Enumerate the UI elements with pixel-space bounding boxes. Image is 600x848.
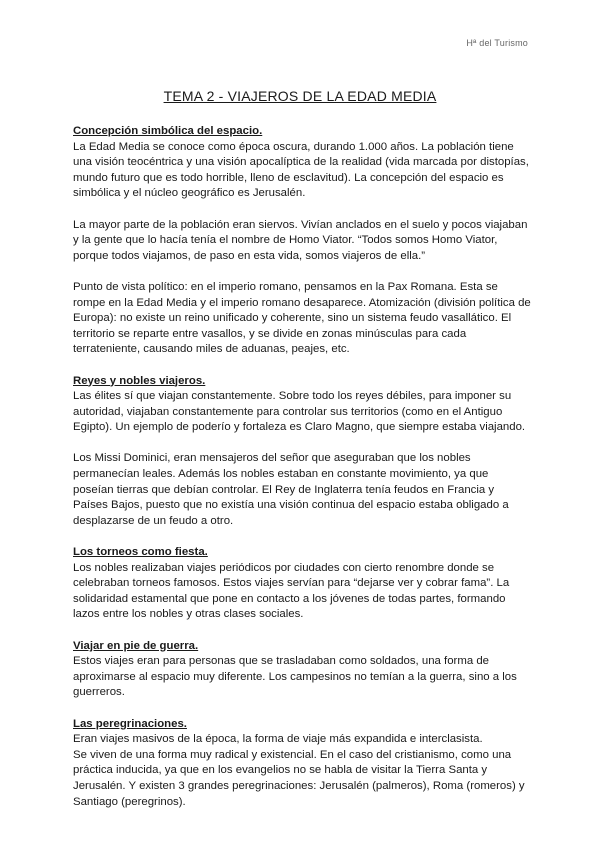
document-body: [73, 124, 531, 826]
section-guerra: [73, 639, 531, 701]
section-torneos: [73, 545, 531, 623]
paragraph: La mayor parte de la población eran siervos. Vivían anclados en el suelo y pocos viajaban y la gente que lo hacía tenía el nombre de Homo Viator. “Todos somos Homo Viator, porque todos viajamos, de paso en esta vida, somos viajeros de ella.”: [73, 218, 528, 262]
section-concepcion: [73, 124, 531, 358]
document-title: TEMA 2 - VIAJEROS DE LA EDAD MEDIA: [163, 88, 437, 104]
paragraph: Las élites sí que viajan constantemente. Sobre todo los reyes débiles, para imponer su autoridad, viajaban constantemente para controlar sus territorios (como en el Antiguo Egipto). Un ejemplo de poderío y fortaleza es Claro Magno, que siempre estaba viajando.: [73, 390, 526, 434]
paragraph: Eran viajes masivos de la época, la forma de viaje más expandida e interclasista. Se viven de una forma muy radical y existencial. En el caso del cristianismo, como una práctica inducida, ya que en los evangelios no se habla de visitar la Tierra Santa y Jerusalén. Y existen 3 grandes peregrinaciones: Jerusalén (palmeros), Roma (romeros) y Santiago (peregrinos).: [73, 733, 525, 808]
section-heading: Los torneos como fiesta.: [73, 546, 208, 559]
section-heading: Concepción simbólica del espacio.: [73, 125, 263, 137]
paragraph: Punto de vista político: en el imperio romano, pensamos en la Pax Romana. Esta se rompe en la Edad Media y el imperio romano desaparece. Atomización (división política de Europa): no existe un reino unificado y coherente, sino un sistema feudo vasallático. El territorio se reparte entre vasallos, y se divide en zonas minúsculas para cada terrateniente, causando miles de aduanas, peajes, etc.: [73, 280, 531, 356]
section-heading: Viajar en pie de guerra.: [73, 639, 199, 652]
section-peregrinaciones: [73, 717, 531, 811]
section-reyes-nobles: [73, 374, 531, 530]
paragraph: Los Missi Dominici, eran mensajeros del señor que aseguraban que los nobles permanecían leales. Además los nobles estaban en constante movimiento, ya que poseían tierras que debían controlar. El Rey de Inglaterra tenía feudos en Francia y Países Bajos, puesto que no existía una visión continua del espacio estaba obligado a desplazarse de un feudo a otro.: [73, 452, 509, 527]
section-heading: Reyes y nobles viajeros.: [73, 374, 206, 387]
paragraph: Estos viajes eran para personas que se trasladaban como soldados, una forma de aproximarse al espacio muy diferente. Los campesinos no temían a la guerra, sino a los guerreros.: [73, 655, 517, 699]
paragraph: La Edad Media se conoce como época oscura, durando 1.000 años. La población tiene una visión teocéntrica y una visión apocalíptica de la realidad (vida marcada por distopías, mundo futuro que es todo horrible, lleno de esclavitud). La concepción del espacio es simbólica y el núcleo geográfico es Jerusalén.: [73, 140, 529, 200]
section-heading: Las peregrinaciones.: [73, 717, 187, 730]
header-note: Hª del Turismo: [466, 38, 528, 48]
paragraph: Los nobles realizaban viajes periódicos por ciudades con cierto renombre donde se celebraban torneos famosos. Estos viajes servían para “dejarse ver y cobrar fama”. La solidaridad estamental que pone en contacto a los jóvenes de todas partes, formando lazos entre los nobles y otras clases sociales.: [73, 561, 510, 621]
